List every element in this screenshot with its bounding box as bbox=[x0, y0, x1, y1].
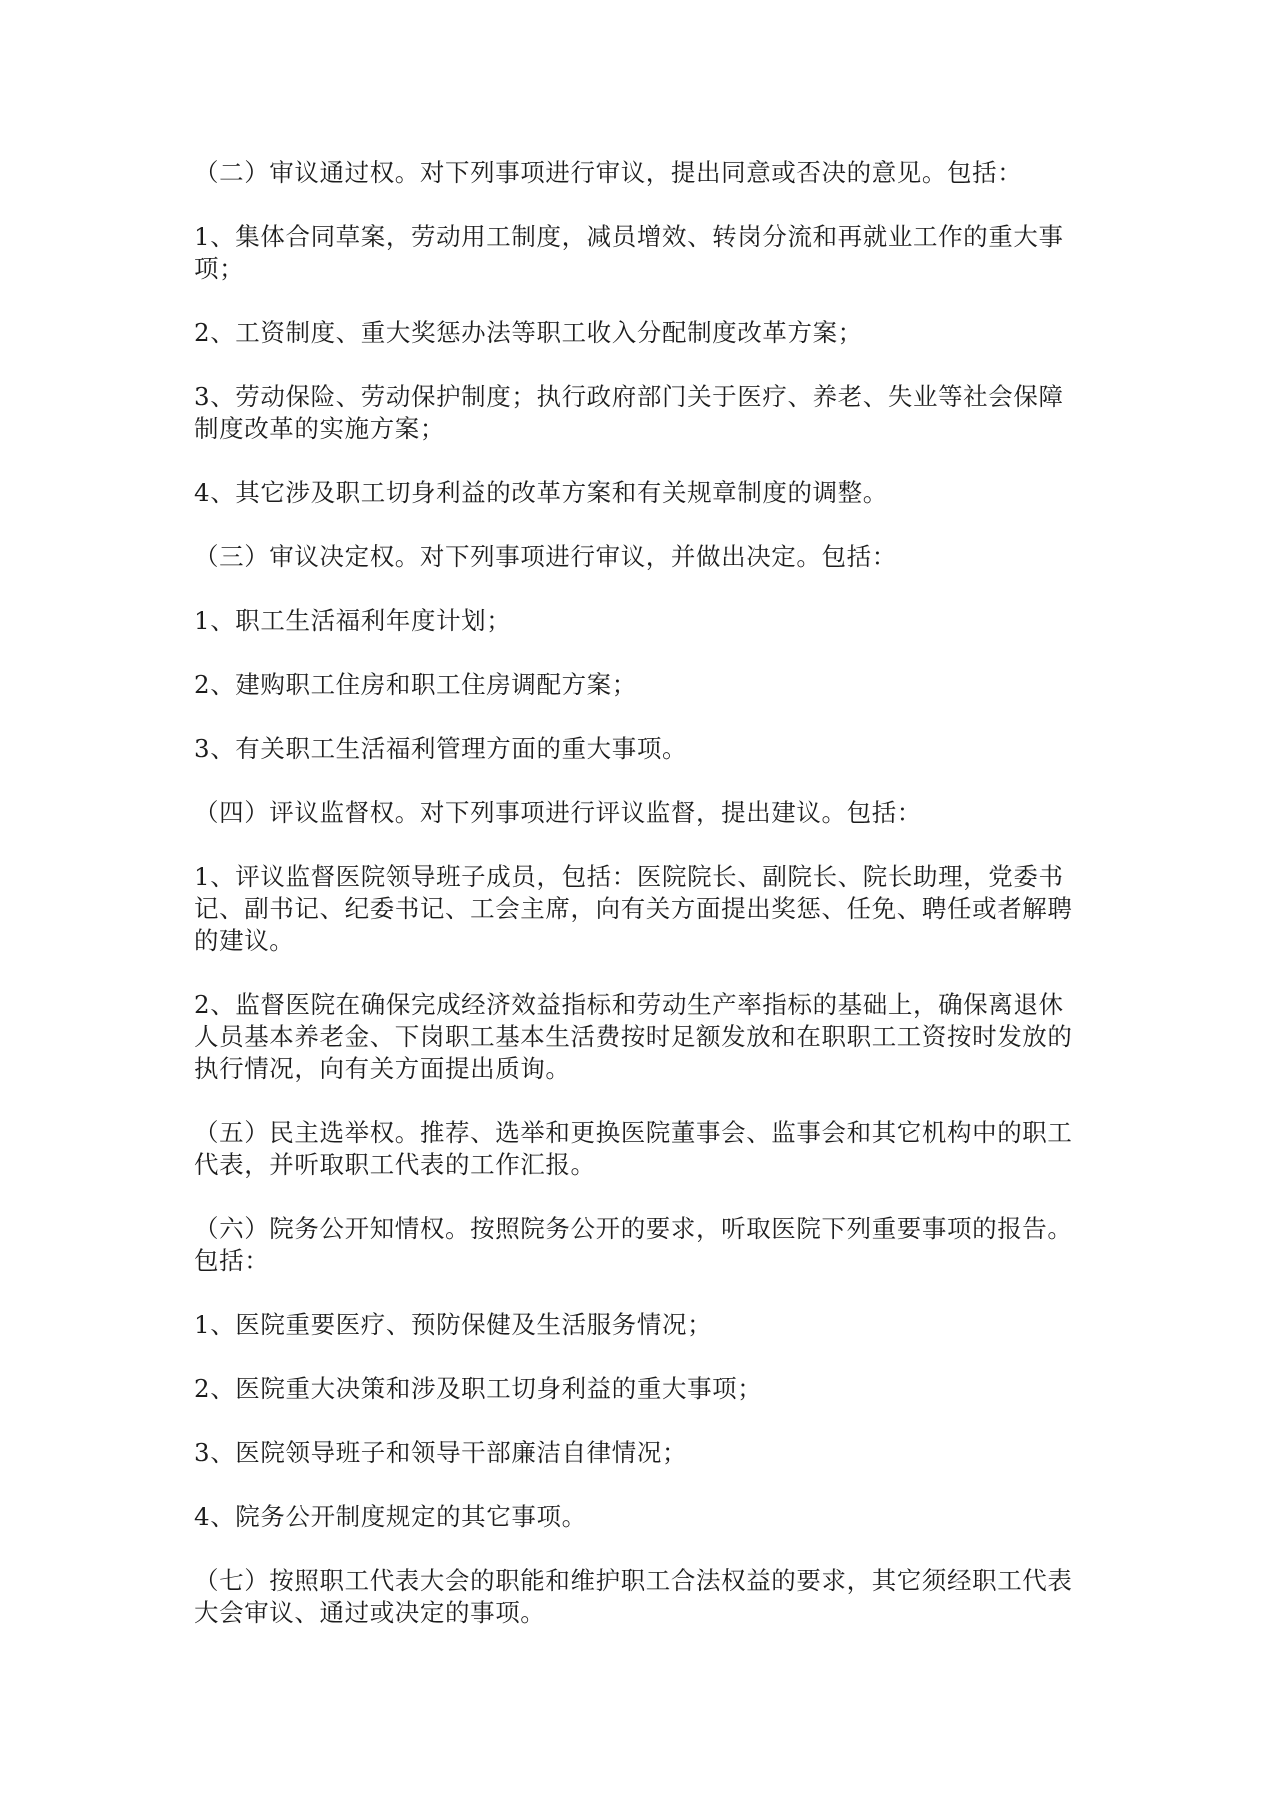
list-item bbox=[194, 477, 1094, 509]
text-line: 1、职工生活福利年度计划； bbox=[194, 606, 512, 635]
text-line: 2、建购职工住房和职工住房调配方案； bbox=[194, 670, 637, 699]
text-line: 大会审议、通过或决定的事项。 bbox=[194, 1598, 546, 1627]
document-page bbox=[194, 157, 1094, 1661]
list-item bbox=[194, 1501, 1094, 1533]
list-item bbox=[194, 669, 1094, 701]
section-heading-review-supervision bbox=[194, 797, 1094, 829]
text-line: （四）评议监督权。对下列事项进行评议监督，提出建议。包括： bbox=[194, 798, 922, 827]
text-line: 执行情况，向有关方面提出质询。 bbox=[194, 1054, 571, 1083]
list-item bbox=[194, 317, 1094, 349]
text-line: 3、医院领导班子和领导干部廉洁自律情况； bbox=[194, 1438, 688, 1467]
text-line: 1、医院重要医疗、预防保健及生活服务情况； bbox=[194, 1310, 713, 1339]
text-line: 项； bbox=[194, 254, 245, 283]
section-heading-deliberation-approval bbox=[194, 157, 1094, 189]
text-line: 2、监督医院在确保完成经济效益指标和劳动生产率指标的基础上，确保离退休 bbox=[194, 990, 1064, 1019]
text-line: 包括： bbox=[194, 1246, 270, 1275]
text-line: 的建议。 bbox=[194, 926, 295, 955]
text-line: 1、集体合同草案，劳动用工制度，减员增效、转岗分流和再就业工作的重大事 bbox=[194, 222, 1064, 251]
list-item bbox=[194, 733, 1094, 765]
text-line: 4、其它涉及职工切身利益的改革方案和有关规章制度的调整。 bbox=[194, 478, 888, 507]
list-item bbox=[194, 381, 1094, 445]
text-line: 3、劳动保险、劳动保护制度；执行政府部门关于医疗、养老、失业等社会保障 bbox=[194, 382, 1064, 411]
section-heading-right-to-know bbox=[194, 1213, 1094, 1277]
text-line: （七）按照职工代表大会的职能和维护职工合法权益的要求，其它须经职工代表 bbox=[194, 1566, 1073, 1595]
text-line: 2、医院重大决策和涉及职工切身利益的重大事项； bbox=[194, 1374, 763, 1403]
list-item bbox=[194, 861, 1094, 957]
list-item bbox=[194, 221, 1094, 285]
text-line: 人员基本养老金、下岗职工基本生活费按时足额发放和在职职工工资按时发放的 bbox=[194, 1022, 1073, 1051]
text-line: 2、工资制度、重大奖惩办法等职工收入分配制度改革方案； bbox=[194, 318, 863, 347]
text-line: （五）民主选举权。推荐、选举和更换医院董事会、监事会和其它机构中的职工 bbox=[194, 1118, 1073, 1147]
list-item bbox=[194, 1437, 1094, 1469]
text-line: 制度改革的实施方案； bbox=[194, 414, 445, 443]
list-item bbox=[194, 1309, 1094, 1341]
text-line: 4、院务公开制度规定的其它事项。 bbox=[194, 1502, 587, 1531]
text-line: 1、评议监督医院领导班子成员，包括：医院院长、副院长、院长助理，党委书 bbox=[194, 862, 1064, 891]
text-line: 记、副书记、纪委书记、工会主席，向有关方面提出奖惩、任免、聘任或者解聘 bbox=[194, 894, 1073, 923]
section-heading-democratic-election bbox=[194, 1117, 1094, 1181]
text-line: 代表，并听取职工代表的工作汇报。 bbox=[194, 1150, 596, 1179]
list-item bbox=[194, 605, 1094, 637]
text-line: （二）审议通过权。对下列事项进行审议，提出同意或否决的意见。包括： bbox=[194, 158, 1023, 187]
text-line: 3、有关职工生活福利管理方面的重大事项。 bbox=[194, 734, 688, 763]
section-heading-other-matters bbox=[194, 1565, 1094, 1629]
section-heading-deliberation-decision bbox=[194, 541, 1094, 573]
list-item bbox=[194, 989, 1094, 1085]
text-line: （六）院务公开知情权。按照院务公开的要求，听取医院下列重要事项的报告。 bbox=[194, 1214, 1073, 1243]
list-item bbox=[194, 1373, 1094, 1405]
text-line: （三）审议决定权。对下列事项进行审议，并做出决定。包括： bbox=[194, 542, 897, 571]
